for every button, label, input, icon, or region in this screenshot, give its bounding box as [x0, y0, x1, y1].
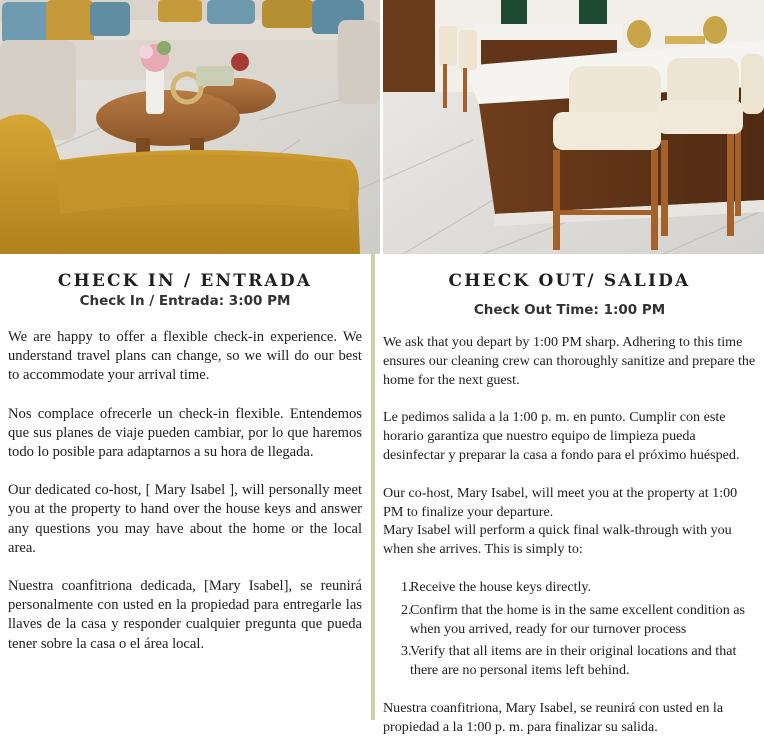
checkin-title: CHECK IN / ENTRADA [57, 271, 313, 291]
kitchen-bar-photo [383, 0, 764, 254]
checkout-cohost-paragraph: Our co-host, Mary Isabel, will meet you at the property at 1:00 PM to finalize your departure. [383, 484, 738, 520]
checkin-section [0, 254, 371, 720]
cohost-paragraph-es: Nuestra coanfitriona dedicada, [Mary Isabel], se reunirá personalmente con usted en la propiedad para entregarle las llaves de la casa y responder cualquier pregunta que pueda tener sobre la casa o el área local. [8, 578, 362, 652]
list-item: 3. Verify that all items are in their original locations and that there are no personal items left behind. [401, 643, 737, 679]
checkout-time: Check Out Time: 1:00 PM [473, 302, 666, 318]
checkout-paragraph-en: We ask that you depart by 1:00 PM sharp. Adhering to this time ensures our cleaning crew can thoroughly sanitize and prepare the home for the next guest. [383, 334, 756, 388]
checkout-section [375, 254, 764, 735]
checkout-steps-list [383, 578, 756, 680]
checkout-title: CHECK OUT/ SALIDA [448, 271, 691, 291]
list-item: 2. Confirm that the home is in the same excellent condition as when you arrived, ready for our turnover process [401, 601, 746, 637]
list-item: 1. Receive the house keys directly. [401, 578, 592, 595]
checkin-paragraph-es: Nos complace ofrecerle un check-in flexible. Entendemos que sus planes de viaje pueden cambiar, por lo que haremos todo lo posible para adaptarnos a su hora de llegada. [8, 405, 362, 461]
checkout-closing-paragraph: Nuestra coanfitriona, Mary Isabel, se reunirá con usted en la propiedad a la 1:00 p. m. para finalizar su salida. [383, 699, 724, 735]
checkout-paragraph-es: Le pedimos salida a la 1:00 p. m. en punto. Cumplir con este horario garantiza que nuestro equipo de limpieza pueda desinfectar y preparar la casa a fondo para el próximo huésped. [383, 409, 740, 463]
checkin-paragraph-en: We are happy to offer a flexible check-in experience. We understand travel plans can change, so we will do our best to accommodate your arrival time. [8, 329, 362, 384]
living-room-photo [0, 0, 380, 254]
checkin-time: Check In / Entrada: 3:00 PM [79, 293, 291, 309]
checkout-walkthrough-paragraph: Mary Isabel will perform a quick final walk-through with you when she arrives. This is simply to: [383, 522, 732, 558]
cohost-paragraph-en: Our dedicated co-host, [ Mary Isabel ], will personally meet you at the property to hand over the house keys and answer any questions you may have about the home or the local area. [8, 482, 362, 556]
